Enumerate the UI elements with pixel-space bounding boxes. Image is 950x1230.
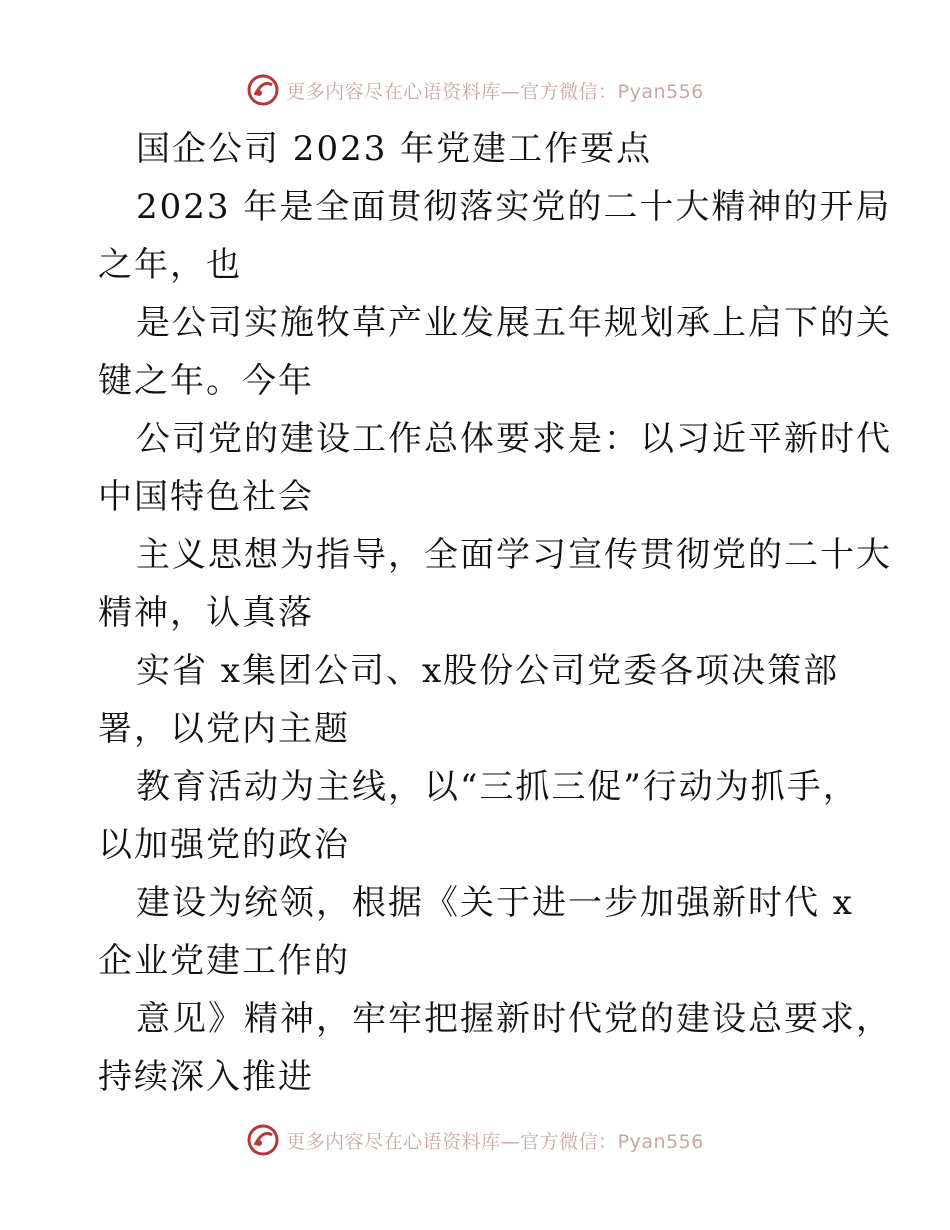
- paragraph-line: 持续深入推进: [98, 1057, 314, 1097]
- paragraph-line: 企业党建工作的: [98, 941, 350, 981]
- watermark-text: 更多内容尽在心语资料库—官方微信：Pyan556: [286, 80, 704, 103]
- paragraph-line: 中国特色社会: [98, 477, 314, 517]
- paragraph-line: 键之年。今年: [98, 361, 314, 401]
- document-body: [98, 120, 892, 1106]
- paragraph-line: 主义思想为指导，全面学习宣传贯彻党的二十大: [136, 535, 892, 575]
- paragraph-line: 建设为统领，根据《关于进一步加强新时代 x: [136, 883, 854, 923]
- watermark-text: 更多内容尽在心语资料库—官方微信：Pyan556: [286, 1130, 704, 1153]
- paragraph-line: 教育活动为主线，以“三抓三促”行动为抓手，: [136, 767, 859, 807]
- paragraph-line: 是公司实施牧草产业发展五年规划承上启下的关: [136, 303, 892, 343]
- paragraph-line: 2023 年是全面贯彻落实党的二十大精神的开局: [136, 187, 892, 227]
- header-watermark: [0, 70, 950, 110]
- footer-watermark: [0, 1120, 950, 1160]
- paragraph-line: 意见》精神，牢牢把握新时代党的建设总要求，: [136, 999, 892, 1039]
- paragraph-line: 公司党的建设工作总体要求是：以习近平新时代: [136, 419, 892, 459]
- paragraph-line: 实省 x集团公司、x股份公司党委各项决策部: [136, 651, 840, 691]
- seal-logo-icon: [246, 1123, 280, 1157]
- paragraph-line: 以加强党的政治: [98, 825, 350, 865]
- document-title: 国企公司 2023 年党建工作要点: [136, 129, 653, 169]
- paragraph-line: 之年，也: [98, 245, 242, 285]
- paragraph-line: 署，以党内主题: [98, 709, 350, 749]
- seal-logo-icon: [246, 73, 280, 107]
- paragraph-line: 精神，认真落: [98, 593, 314, 633]
